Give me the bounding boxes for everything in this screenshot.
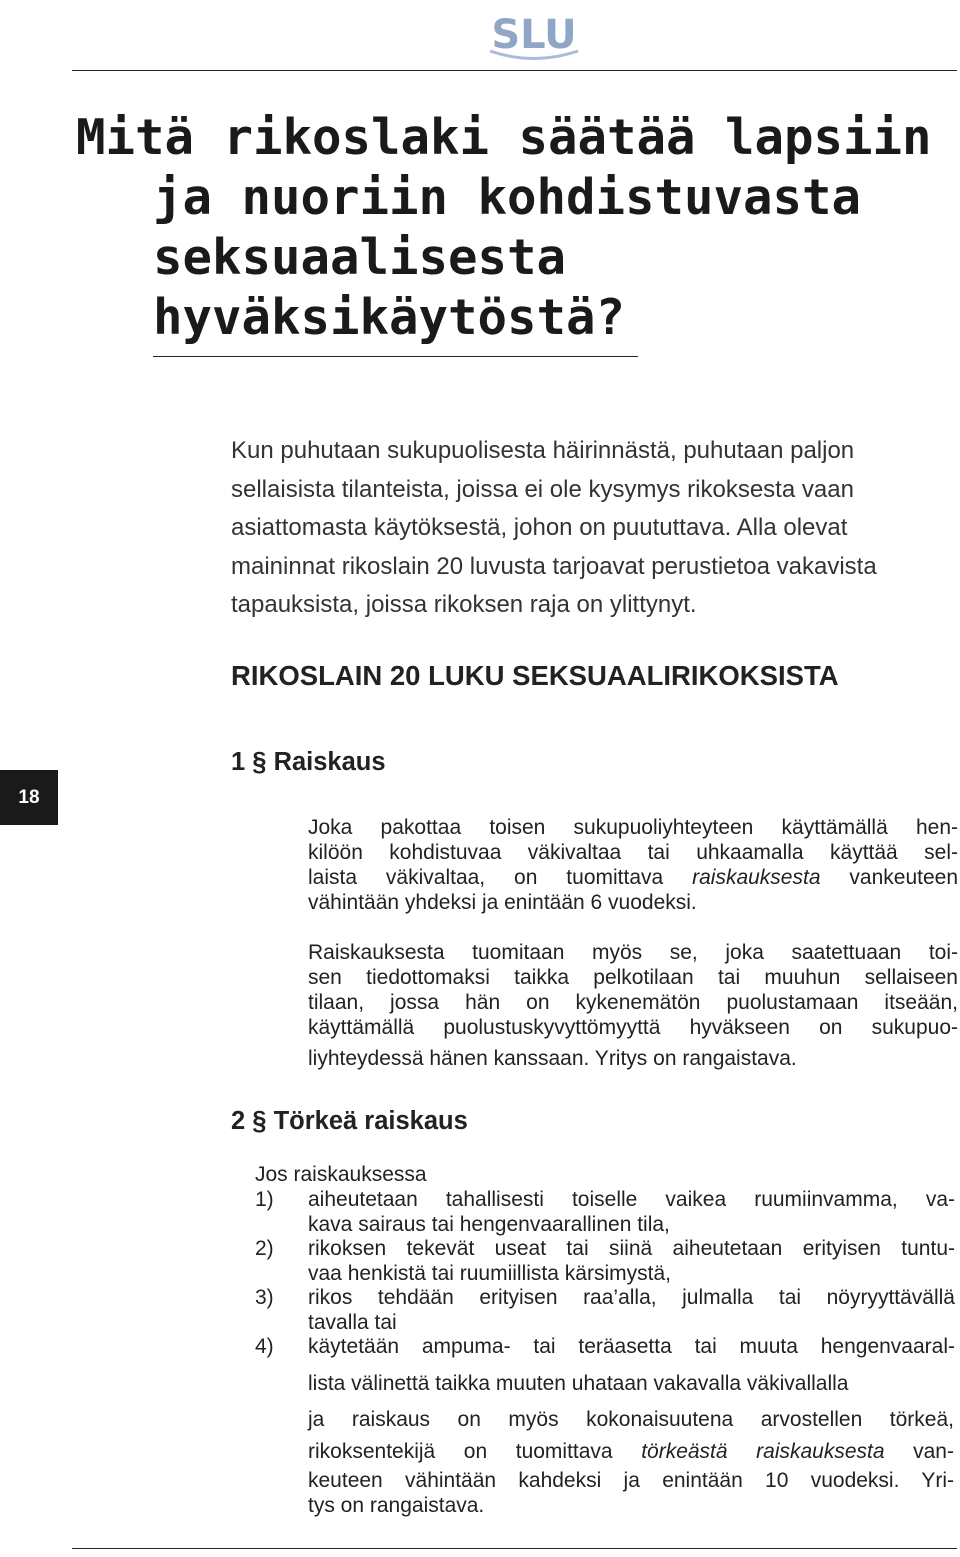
text-line	[308, 865, 958, 890]
text-line	[308, 1436, 954, 1468]
list-number: 4)	[255, 1335, 274, 1358]
title-line-1: Mitä rikoslaki säätää lapsiin	[76, 109, 932, 166]
text-line: tilaan, jossa hän on kykenemätön puolustamaan itseään,	[308, 991, 958, 1014]
title-line-2: ja nuoriin kohdistuvasta	[153, 169, 862, 226]
title-line-4: hyväksikäytöstä?	[153, 289, 626, 346]
slu-logo	[484, 4, 584, 64]
emphasis-rape: raiskauksesta	[692, 866, 821, 889]
text-line: sen tiedottomaksi taikka pelkotilaan tai muuhun sellaiseen	[308, 966, 958, 989]
text-line: kilöön kohdistuvaa väkivaltaa tai uhkaamalla käyttää sel-	[308, 841, 958, 864]
title-line-3: seksuaalisesta	[153, 229, 567, 286]
section-title: Törkeä raiskaus	[273, 1107, 468, 1135]
title-rule	[153, 356, 638, 357]
page-title	[76, 108, 932, 348]
intro-line: sellaisista tilanteista, joissa ei ole kysymys rikoksesta vaan	[231, 475, 854, 503]
text-line: keuteen vähintään kahdeksi ja enintään 10 vuodeksi. Yri-	[308, 1469, 954, 1492]
text-line: vähintään yhdeksi ja enintään 6 vuodeksi.	[308, 891, 697, 914]
intro-line: Kun puhutaan sukupuolisesta häirinnästä, puhutaan paljon	[231, 437, 855, 464]
text-line: kava sairaus tai hengenvaarallinen tila,	[308, 1213, 670, 1236]
text-line: tavalla tai	[308, 1311, 397, 1334]
section-number: 1	[231, 748, 246, 776]
section-2-closing	[308, 1404, 954, 1518]
text-line: lista välinettä taikka muuten uhataan vakavalla väkivallalla	[308, 1372, 849, 1395]
text-line: rikoksen tekevät useat tai siinä aiheutetaan erityisen tuntu-	[308, 1237, 955, 1260]
text-run: vankeuteen	[849, 866, 958, 889]
intro-paragraph	[231, 432, 960, 625]
page-number: 18	[18, 786, 40, 808]
list-number: 2)	[255, 1237, 274, 1260]
section-title: Raiskaus	[273, 748, 386, 776]
intro-line: asiattomasta käytöksestä, johon on puututtava. Alla olevat	[231, 514, 848, 541]
section-2-heading	[231, 1105, 468, 1137]
list-number: 3)	[255, 1286, 274, 1309]
section-symbol: §	[252, 1106, 267, 1136]
text-line: ja raiskaus on myös kokonaisuutena arvostellen törkeä,	[308, 1408, 954, 1431]
text-line: käyttämällä puolustuskyvyttömyyttä hyväkseen on sukupuo-	[308, 1016, 958, 1039]
intro-line: maininnat rikoslain 20 luvusta tarjoavat perustietoa vakavista	[231, 552, 877, 580]
chapter-heading: RIKOSLAIN 20 LUKU SEKSUAALIRIKOKSISTA	[231, 660, 839, 691]
text-line: aiheutetaan tahallisesti toiselle vaikea ruumiinvamma, va-	[308, 1188, 955, 1211]
text-run: rikoksentekijä on tuomittava	[308, 1440, 613, 1463]
text-run: laista väkivaltaa, on tuomittava	[308, 866, 664, 889]
text-line: Raiskauksesta tuomitaan myös se, joka saatettuaan toi-	[308, 941, 958, 964]
page-number-tab	[0, 770, 58, 825]
list-lead: Jos raiskauksessa	[255, 1163, 427, 1186]
text-run: van-	[913, 1440, 954, 1463]
text-line: rikos tehdään erityisen raa’alla, julmalla tai nöyryyttävällä	[308, 1286, 955, 1309]
section-number: 2	[231, 1107, 246, 1135]
section-1-paragraph-1	[308, 815, 958, 915]
text-line: tys on rangaistava.	[308, 1494, 485, 1517]
footer-rule	[72, 1548, 957, 1549]
emphasis-aggravated-rape: törkeästä raiskauksesta	[641, 1440, 885, 1463]
text-line: vaa henkistä tai ruumiillista kärsimystä,	[308, 1262, 671, 1285]
list-number: 1)	[255, 1188, 274, 1211]
logo-text: SLU	[491, 12, 577, 58]
section-1-paragraph-2	[308, 940, 958, 1078]
intro-line: tapauksista, joissa rikoksen raja on ylittynyt.	[231, 591, 697, 618]
text-line: liyhteydessä hänen kanssaan. Yritys on rangaistava.	[308, 1047, 797, 1070]
text-line: käytetään ampuma- tai teräasetta tai muuta hengenvaaral-	[308, 1335, 955, 1358]
text-line: Joka pakottaa toisen sukupuoliyhteyteen käyttämällä hen-	[308, 816, 958, 839]
header-rule	[72, 70, 957, 71]
section-symbol: §	[252, 747, 267, 777]
section-1-heading	[231, 746, 386, 778]
